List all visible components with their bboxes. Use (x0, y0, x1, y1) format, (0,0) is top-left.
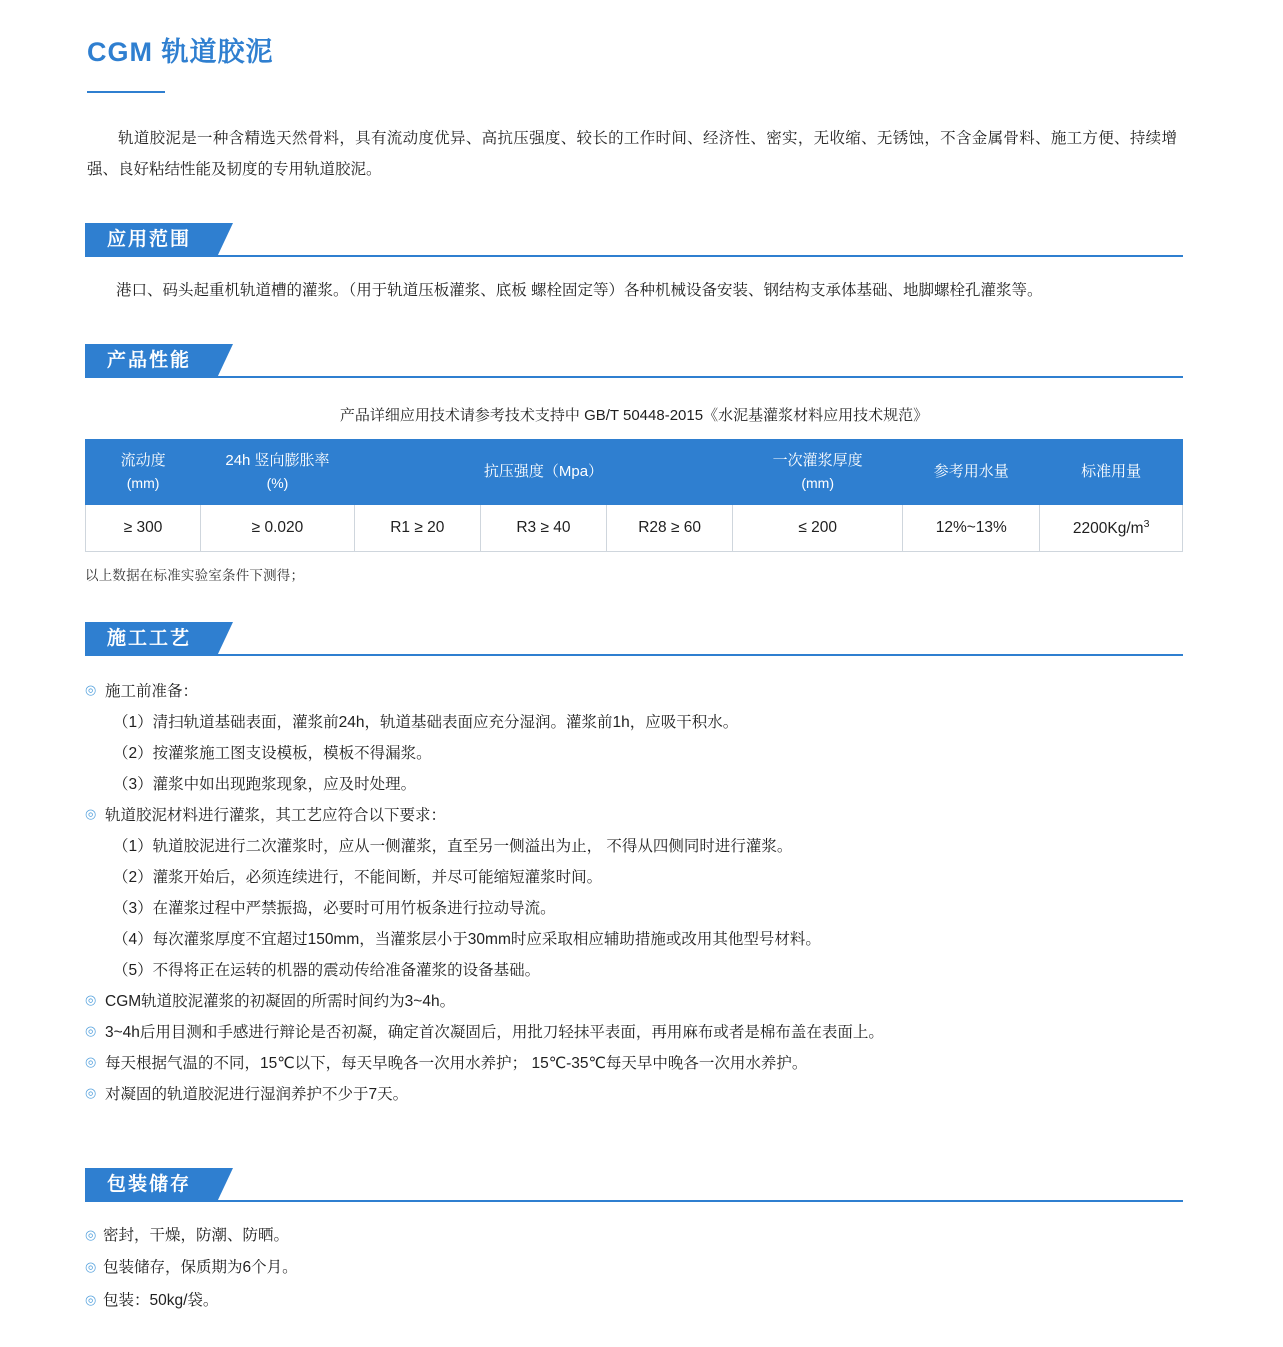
cell-flow: ≥ 300 (86, 504, 201, 551)
header-dosage: 标准用量 (1040, 440, 1183, 505)
title-underline (87, 91, 165, 93)
circle-bullet-icon: ◎ (85, 805, 97, 821)
cell-r28: R28 ≥ 60 (607, 504, 733, 551)
list-item (85, 738, 1183, 769)
cell-r3: R3 ≥ 40 (480, 504, 606, 551)
list-item (85, 924, 1183, 955)
section-header-packaging (85, 1168, 1183, 1202)
list-item (85, 1048, 1183, 1079)
list-item-text: 密封，干燥，防潮、防晒。 (103, 1226, 290, 1244)
list-item-text: 3~4h后用目测和手感进行辩论是否初凝，确定首次凝固后，用批刀轻抹平表面，再用麻布或者是棉布盖在表面上。 (105, 1023, 884, 1041)
header-water: 参考用水量 (903, 440, 1040, 505)
list-item (85, 831, 1183, 862)
circle-bullet-icon: ◎ (85, 681, 97, 697)
list-item-text: （5）不得将正在运转的机器的震动传给准备灌浆的设备基础。 (113, 961, 541, 979)
list-item (85, 1079, 1183, 1110)
section-title-process: 施工工艺 (85, 622, 217, 656)
section-rule (85, 376, 1183, 378)
section-rule (85, 1200, 1183, 1202)
table-header-row (86, 440, 1183, 505)
list-item-text: CGM轨道胶泥灌浆的初凝固的所需时间约为3~4h。 (105, 992, 456, 1010)
list-item-text: 轨道胶泥材料进行灌浆，其工艺应符合以下要求： (105, 806, 447, 824)
performance-footnote: 以上数据在标准实验室条件下测得； (85, 567, 305, 583)
section-title-performance: 产品性能 (85, 344, 217, 378)
cell-expansion: ≥ 0.020 (201, 504, 355, 551)
section-header-process (85, 622, 1183, 656)
process-list (85, 676, 1183, 1110)
header-flow-sub: (mm) (126, 474, 160, 491)
list-item (85, 1017, 1183, 1048)
circle-bullet-icon: ◎ (85, 1022, 97, 1038)
list-item-text: （4）每次灌浆厚度不宜超过150mm，当灌浆层小于30mm时应采取相应辅助措施或改用其他型号材料。 (113, 930, 821, 948)
list-item-text: 包装：50kg/袋。 (103, 1291, 219, 1309)
list-item (85, 1285, 1183, 1318)
list-item (85, 986, 1183, 1017)
section-header-performance (85, 344, 1183, 378)
cell-water: 12%~13% (903, 504, 1040, 551)
section-header-application (85, 223, 1183, 257)
section-rule (85, 255, 1183, 257)
header-thickness (733, 440, 903, 505)
header-expansion-sub: (%) (266, 474, 289, 491)
section-title-application: 应用范围 (85, 223, 217, 257)
page-title: CGM 轨道胶泥 (87, 37, 274, 67)
circle-bullet-icon: ◎ (85, 1226, 97, 1242)
list-item-text: （2）按灌浆施工图支设模板，模板不得漏浆。 (113, 744, 432, 762)
list-item (85, 800, 1183, 831)
list-item (85, 862, 1183, 893)
cell-r1: R1 ≥ 20 (354, 504, 480, 551)
performance-note: 产品详细应用技术请参考技术支持中 GB/T 50448-2015《水泥基灌浆材料应用技术规范》 (339, 407, 929, 424)
section-title-packaging: 包装储存 (85, 1168, 217, 1202)
list-item (85, 1220, 1183, 1253)
circle-bullet-icon: ◎ (85, 1084, 97, 1100)
cell-thickness: ≤ 200 (733, 504, 903, 551)
list-item-text: （3）灌浆中如出现跑浆现象，应及时处理。 (113, 775, 417, 793)
circle-bullet-icon: ◎ (85, 1291, 97, 1307)
list-item-text: （2）灌浆开始后，必须连续进行，不能间断，并尽可能缩短灌浆时间。 (113, 868, 603, 886)
list-item-text: 施工前准备： (105, 682, 199, 700)
list-item-text: （1）轨道胶泥进行二次灌浆时，应从一侧灌浆，直至另一侧溢出为止， 不得从四侧同时进行灌浆。 (113, 837, 793, 855)
header-thickness-main: 一次灌浆厚度 (772, 452, 863, 469)
cell-dosage-exponent: 3 (1143, 517, 1150, 530)
list-item-text: 包装储存，保质期为6个月。 (103, 1259, 298, 1277)
list-item-text: 每天根据气温的不同，15℃以下，每天早晚各一次用水养护； 15℃-35℃每天早中晚各一次用水养护。 (105, 1054, 808, 1072)
header-flow (86, 440, 201, 505)
performance-table (85, 439, 1183, 552)
header-thickness-sub: (mm) (801, 474, 835, 491)
header-strength: 抗压强度（Mpa） (354, 440, 732, 505)
list-item (85, 955, 1183, 986)
list-item (85, 893, 1183, 924)
list-item (85, 707, 1183, 738)
header-expansion (201, 440, 355, 505)
list-item-text: （1）清扫轨道基础表面，灌浆前24h，轨道基础表面应充分湿润。灌浆前1h，应吸干积水。 (113, 713, 739, 731)
list-item-text: 对凝固的轨道胶泥进行湿润养护不少于7天。 (105, 1085, 409, 1103)
list-item-text: （3）在灌浆过程中严禁振捣，必要时可用竹板条进行拉动导流。 (113, 899, 556, 917)
cell-dosage (1040, 504, 1183, 551)
circle-bullet-icon: ◎ (85, 1259, 97, 1275)
circle-bullet-icon: ◎ (85, 1053, 97, 1069)
list-item (85, 676, 1183, 707)
cell-dosage-value: 2200Kg/m (1072, 519, 1144, 537)
header-expansion-main: 24h 竖向膨胀率 (225, 452, 330, 469)
intro-paragraph: 轨道胶泥是一种含精选天然骨料，具有流动度优异、高抗压强度、较长的工作时间、经济性、密实，无收缩、无锈蚀，不含金属骨料、施工方便、持续增强、良好粘结性能及韧度的专用轨道胶泥。 (87, 130, 1177, 178)
table-row (86, 504, 1183, 551)
application-text: 港口、码头起重机轨道槽的灌浆。（用于轨道压板灌浆、底板 螺栓固定等）各种机械设备安装、钢结构支承体基础、地脚螺栓孔灌浆等。 (116, 282, 1043, 299)
circle-bullet-icon: ◎ (85, 991, 97, 1007)
list-item (85, 769, 1183, 800)
section-rule (85, 654, 1183, 656)
header-flow-main: 流动度 (120, 452, 166, 469)
packaging-list (85, 1220, 1183, 1318)
